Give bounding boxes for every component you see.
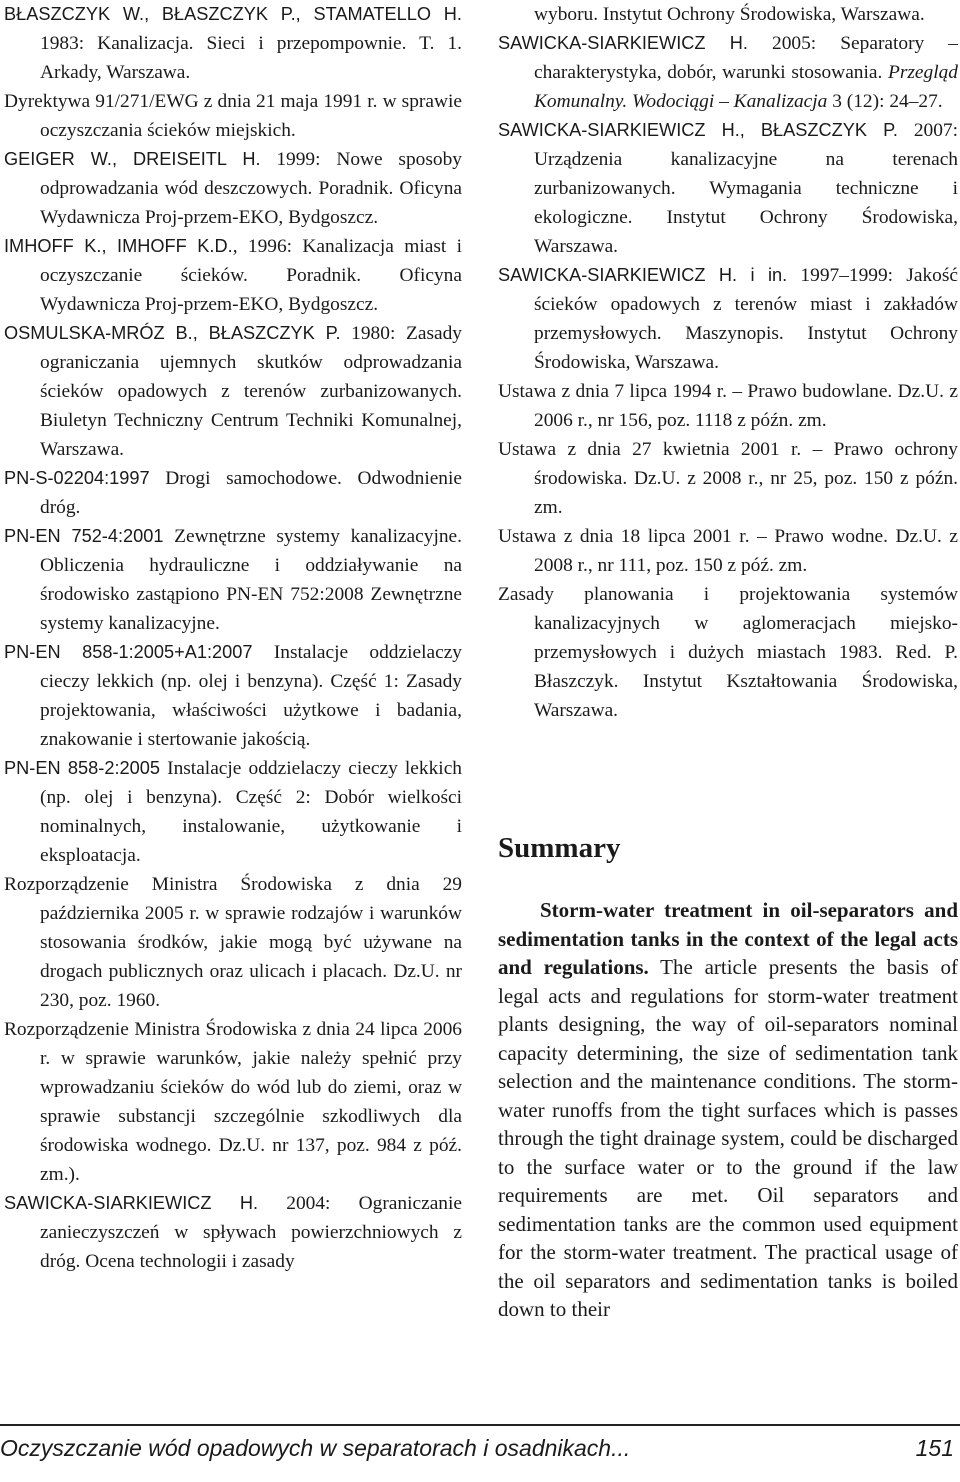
footer-rule — [0, 1424, 960, 1426]
reference-entry — [4, 1189, 462, 1276]
reference-text: Ustawa z dnia 27 kwietnia 2001 r. – Prawo ochrony środowiska. Dz.U. z 2008 r., nr 25, poz. 150 z późn. zm. — [498, 439, 958, 518]
reference-authors: IMHOFF K., IMHOFF K.D. — [4, 236, 233, 256]
reference-text: Rozporządzenie Ministra Środowiska z dnia 24 lipca 2006 r. w sprawie warunków, jakie należy spełnić przy wprowadzaniu ścieków do wód lub do ziemi, oraz w sprawie substancji szczególnie szkodliwych dla środowiska wodnego. Dz.U. nr 137, poz. 984 z póź. zm.). — [4, 1019, 462, 1185]
reference-entry — [4, 754, 462, 870]
reference-authors: OSMULSKA-MRÓZ B., BŁASZCZYK P. — [4, 323, 341, 343]
reference-authors: SAWICKA-SIARKIEWICZ H., BŁASZCZYK P. — [498, 120, 898, 140]
reference-text: Instalacje oddzielaczy cieczy lekkich (np. olej i benzyna). Część 1: Zasady projektowania, właściwości użytkowe i badania, znakowanie i stertowanie jakością. — [40, 642, 462, 750]
reference-text: Instalacje oddzielaczy cieczy lekkich (np. olej i benzyna). Część 2: Dobór wielkości nominalnych, instalowanie, użytkowanie i eksploatacja. — [40, 758, 462, 866]
reference-entry — [498, 116, 958, 261]
reference-entry — [498, 522, 958, 580]
reference-authors: PN-EN 752-4:2001 — [4, 526, 164, 546]
reference-text: 1997–1999: Jakość ścieków opadowych z terenów miast i zakładów przemysłowych. Maszynopis. Instytut Ochrony Środowiska, Warszawa. — [534, 265, 958, 373]
reference-entry — [498, 580, 958, 725]
reference-text: Dyrektywa 91/271/EWG z dnia 21 maja 1991 r. w sprawie oczyszczania ścieków miejskich. — [4, 91, 462, 141]
reference-text: 1999: Nowe sposoby odprowadzania wód deszczowych. Poradnik. Oficyna Wydawnicza Proj-przem-EKO, Bydgoszcz. — [40, 149, 462, 228]
summary-text: The article presents the basis of legal acts and regulations for storm-water treatment plants designing, the way of oil-separators nominal capacity determining, the size of sedimentation tank selection and the maintenance conditions. The storm-water runoffs from the tight surfaces which is passes through the tight drainage system, could be discharged to the surface water or to the ground if the law requirements are met. Oil separators and sedimentation tanks are the common used equipment for the storm-water treatment. The practical usage of the oil separators and sedimentation tanks is boiled down to their — [498, 955, 958, 1321]
reference-text: Ustawa z dnia 18 lipca 2001 r. – Prawo wodne. Dz.U. z 2008 r., nr 111, poz. 150 z póź. zm. — [498, 526, 958, 576]
reference-text: 2004: Ograniczanie zanieczyszczeń w spływach powierzchniowych z dróg. Ocena technologii i zasady — [40, 1193, 462, 1272]
reference-entry — [4, 232, 462, 319]
reference-entry — [498, 377, 958, 435]
reference-text: Drogi samochodowe. Odwodnienie dróg. — [40, 468, 462, 518]
reference-entry — [4, 0, 462, 87]
reference-text: Ustawa z dnia 7 lipca 1994 r. – Prawo budowlane. Dz.U. z 2006 r., nr 156, poz. 1118 z późn. zm. — [498, 381, 958, 431]
reference-entry — [498, 0, 958, 29]
reference-text: wyboru. Instytut Ochrony Środowiska, Warszawa. — [534, 4, 925, 25]
reference-journal: Przegląd Komunalny. Wodociągi – Kanalizacja — [534, 62, 958, 112]
footer-running-title: Oczyszczanie wód opadowych w separatorach i osadnikach... — [0, 1435, 631, 1461]
reference-text: Zasady planowania i projektowania systemów kanalizacyjnych w aglomeracjach miejsko-przemysłowych i dużych miastach 1983. Red. P. Błaszczyk. Instytut Kształtowania Środowiska, Warszawa. — [498, 584, 958, 721]
reference-text: 2007: Urządzenia kanalizacyjne na terenach zurbanizowanych. Wymagania techniczne i ekologiczne. Instytut Ochrony Środowiska, Warszawa. — [534, 120, 958, 257]
reference-authors: GEIGER W., DREISEITL H. — [4, 149, 261, 169]
reference-text: 1983: Kanalizacja. Sieci i przepompownie. T. 1. Arkady, Warszawa. — [40, 33, 462, 83]
reference-text: , 1996: Kanalizacja miast i oczyszczanie ścieków. Poradnik. Oficyna Wydawnicza Proj-przem-EKO, Bydgoszcz. — [40, 236, 462, 315]
reference-entry — [4, 87, 462, 145]
summary-paragraph — [498, 896, 958, 1324]
reference-entry — [4, 638, 462, 754]
reference-issue: 3 (12): 24–27. — [827, 91, 943, 112]
reference-text: 2005: Separatory – charakterystyka, dobór, warunki stosowania. — [534, 33, 958, 83]
page-number: 151 — [915, 1435, 954, 1461]
reference-entry — [4, 870, 462, 1015]
references-left-column — [4, 0, 462, 1276]
summary-title: Storm-water treatment in oil-separators and sedimentation tanks in the context of the legal acts and regulations. — [498, 898, 958, 979]
reference-text: Rozporządzenie Ministra Środowiska z dnia 29 października 2005 r. w sprawie rodzajów i warunków stosowania środków, jakie mogą być używane na drogach publicznych oraz ulicach i placach. Dz.U. nr 230, poz. 1960. — [4, 874, 462, 1011]
reference-entry — [4, 1015, 462, 1189]
reference-text: Zewnętrzne systemy kanalizacyjne. Obliczenia hydrauliczne i oddziaływanie na środowisko zastąpiono PN-EN 752:2008 Zewnętrzne systemy kanalizacyjne. — [40, 526, 463, 634]
reference-authors: SAWICKA-SIARKIEWICZ H. — [498, 33, 748, 53]
reference-entry — [4, 464, 462, 522]
reference-entry — [498, 29, 958, 116]
reference-entry — [4, 145, 462, 232]
reference-authors: SAWICKA-SIARKIEWICZ H. i in. — [498, 265, 788, 285]
reference-authors: PN-S-02204:1997 — [4, 468, 150, 488]
reference-entry — [4, 319, 462, 464]
reference-authors: PN-EN 858-1:2005+A1:2007 — [4, 642, 253, 662]
reference-entry — [498, 435, 958, 522]
reference-authors: PN-EN 858-2:2005 — [4, 758, 160, 778]
reference-entry — [498, 261, 958, 377]
summary-heading: Summary — [498, 832, 621, 864]
reference-authors: BŁASZCZYK W., BŁASZCZYK P., STAMATELLO H. — [4, 4, 462, 24]
references-right-column — [498, 0, 958, 725]
reference-authors: SAWICKA-SIARKIEWICZ H. — [4, 1193, 259, 1213]
reference-text: 1980: Zasady ograniczania ujemnych skutków odprowadzania ścieków opadowych z terenów zurbanizowanych. Biuletyn Techniczny Centrum Techniki Komunalnej, Warszawa. — [40, 323, 463, 460]
reference-entry — [4, 522, 462, 638]
